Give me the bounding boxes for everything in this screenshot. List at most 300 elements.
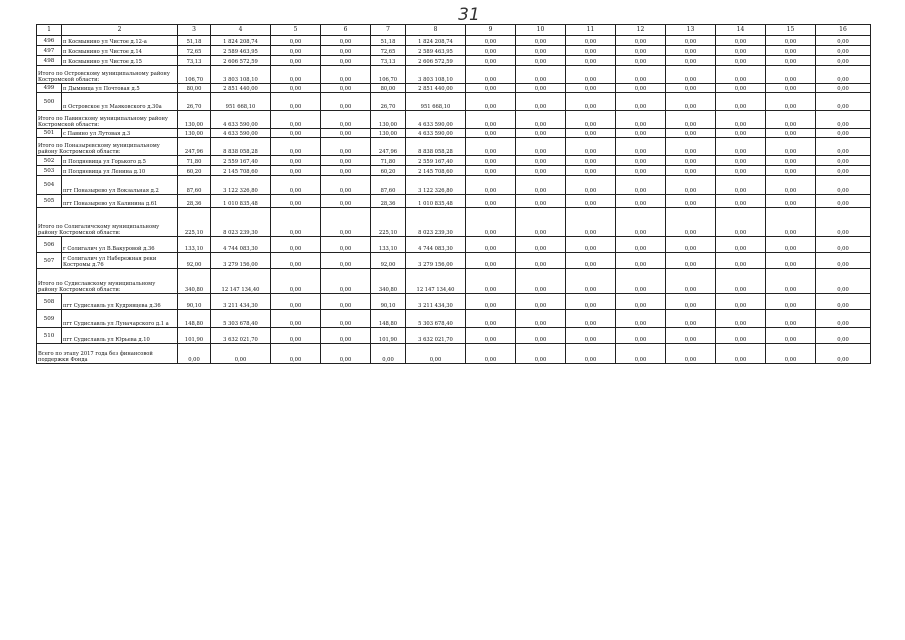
value-cell: 0,00 <box>816 156 871 166</box>
value-cell: 0,00 <box>271 93 321 111</box>
value-cell: 951 668,10 <box>406 93 466 111</box>
value-cell: 0,00 <box>271 294 321 310</box>
value-cell: 0,00 <box>321 328 371 344</box>
value-cell: 0,00 <box>321 237 371 253</box>
address-cell: пгт Поназырево ул Калинина д.61 <box>62 195 178 208</box>
table-row <box>37 269 871 294</box>
row-number: 508 <box>37 294 62 310</box>
row-number: 501 <box>37 129 62 138</box>
value-cell: 0,00 <box>766 166 816 176</box>
value-cell: 4 633 590,00 <box>406 129 466 138</box>
value-cell: 0,00 <box>816 66 871 84</box>
value-cell: 0,00 <box>321 269 371 294</box>
value-cell: 225,10 <box>178 208 211 237</box>
value-cell: 0,00 <box>466 294 516 310</box>
value-cell: 0,00 <box>816 129 871 138</box>
table-row <box>37 66 871 84</box>
value-cell: 0,00 <box>716 176 766 195</box>
value-cell: 0,00 <box>816 111 871 129</box>
value-cell: 225,10 <box>371 208 406 237</box>
value-cell: 3 279 156,00 <box>406 253 466 269</box>
value-cell: 0,00 <box>666 328 716 344</box>
value-cell: 0,00 <box>566 344 616 364</box>
value-cell: 0,00 <box>666 84 716 93</box>
value-cell: 28,36 <box>371 195 406 208</box>
value-cell: 0,00 <box>816 36 871 46</box>
value-cell: 0,00 <box>466 344 516 364</box>
value-cell: 0,00 <box>766 208 816 237</box>
value-cell: 0,00 <box>566 66 616 84</box>
value-cell: 60,20 <box>371 166 406 176</box>
table-body <box>37 25 871 364</box>
value-cell: 2 589 463,95 <box>406 46 466 56</box>
value-cell: 5 303 678,40 <box>211 310 271 328</box>
column-header: 3 <box>178 25 211 36</box>
value-cell: 0,00 <box>516 156 566 166</box>
value-cell: 4 633 590,00 <box>406 111 466 129</box>
value-cell: 0,00 <box>716 328 766 344</box>
value-cell: 0,00 <box>516 166 566 176</box>
value-cell: 0,00 <box>766 310 816 328</box>
value-cell: 2 851 440,00 <box>406 84 466 93</box>
value-cell: 0,00 <box>516 129 566 138</box>
column-header: 12 <box>616 25 666 36</box>
column-header: 6 <box>321 25 371 36</box>
value-cell: 3 279 156,00 <box>211 253 271 269</box>
row-number: 502 <box>37 156 62 166</box>
value-cell: 0,00 <box>616 66 666 84</box>
column-header: 11 <box>566 25 616 36</box>
value-cell: 0,00 <box>271 328 321 344</box>
value-cell: 12 147 134,40 <box>406 269 466 294</box>
row-number: 509 <box>37 310 62 328</box>
value-cell: 0,00 <box>321 66 371 84</box>
page-number: 31 <box>458 5 480 25</box>
value-cell: 0,00 <box>716 269 766 294</box>
value-cell: 0,00 <box>516 195 566 208</box>
address-cell: с Павино ул Лутовая д.3 <box>62 129 178 138</box>
value-cell: 51,18 <box>178 36 211 46</box>
value-cell: 0,00 <box>616 208 666 237</box>
value-cell: 0,00 <box>716 156 766 166</box>
value-cell: 90,10 <box>371 294 406 310</box>
value-cell: 92,00 <box>178 253 211 269</box>
column-header: 8 <box>406 25 466 36</box>
table-row <box>37 237 871 253</box>
value-cell: 0,00 <box>816 176 871 195</box>
value-cell: 0,00 <box>616 166 666 176</box>
value-cell: 340,80 <box>371 269 406 294</box>
value-cell: 0,00 <box>566 84 616 93</box>
value-cell: 0,00 <box>816 294 871 310</box>
table-row <box>37 294 871 310</box>
column-header: 16 <box>816 25 871 36</box>
row-number: 498 <box>37 56 62 66</box>
value-cell: 0,00 <box>321 93 371 111</box>
value-cell: 0,00 <box>666 46 716 56</box>
value-cell: 0,00 <box>516 84 566 93</box>
value-cell: 0,00 <box>616 328 666 344</box>
value-cell: 0,00 <box>816 56 871 66</box>
value-cell: 87,60 <box>371 176 406 195</box>
value-cell: 0,00 <box>816 195 871 208</box>
value-cell: 0,00 <box>716 129 766 138</box>
value-cell: 0,00 <box>666 344 716 364</box>
value-cell: 8 838 058,28 <box>406 138 466 156</box>
value-cell: 0,00 <box>666 138 716 156</box>
value-cell: 0,00 <box>566 138 616 156</box>
address-cell: п Полдневица ул Горького д.5 <box>62 156 178 166</box>
value-cell: 0,00 <box>371 344 406 364</box>
value-cell: 0,00 <box>321 156 371 166</box>
value-cell: 0,00 <box>271 344 321 364</box>
value-cell: 0,00 <box>716 138 766 156</box>
value-cell: 60,20 <box>178 166 211 176</box>
value-cell: 0,00 <box>716 294 766 310</box>
value-cell: 0,00 <box>566 310 616 328</box>
address-cell: пгт Судиславль ул Юрьева д.10 <box>62 328 178 344</box>
value-cell: 8 838 058,28 <box>211 138 271 156</box>
value-cell: 0,00 <box>271 269 321 294</box>
value-cell: 0,00 <box>716 195 766 208</box>
value-cell: 8 023 239,30 <box>406 208 466 237</box>
table-row <box>37 93 871 111</box>
value-cell: 0,00 <box>716 111 766 129</box>
value-cell: 0,00 <box>516 36 566 46</box>
value-cell: 0,00 <box>516 328 566 344</box>
table-row <box>37 56 871 66</box>
value-cell: 0,00 <box>666 253 716 269</box>
data-table <box>36 24 871 364</box>
value-cell: 0,00 <box>666 111 716 129</box>
table-row <box>37 36 871 46</box>
value-cell: 0,00 <box>766 84 816 93</box>
value-cell: 0,00 <box>666 66 716 84</box>
value-cell: 0,00 <box>716 46 766 56</box>
table-row <box>37 208 871 237</box>
value-cell: 0,00 <box>816 46 871 56</box>
value-cell: 0,00 <box>766 66 816 84</box>
column-header: 5 <box>271 25 321 36</box>
value-cell: 0,00 <box>566 111 616 129</box>
value-cell: 133,10 <box>178 237 211 253</box>
value-cell: 0,00 <box>271 46 321 56</box>
value-cell: 90,10 <box>178 294 211 310</box>
value-cell: 0,00 <box>666 156 716 166</box>
value-cell: 0,00 <box>566 129 616 138</box>
table-row <box>37 253 871 269</box>
value-cell: 0,00 <box>271 129 321 138</box>
value-cell: 247,96 <box>371 138 406 156</box>
value-cell: 0,00 <box>616 176 666 195</box>
value-cell: 0,00 <box>271 166 321 176</box>
value-cell: 0,00 <box>666 237 716 253</box>
value-cell: 101,90 <box>371 328 406 344</box>
value-cell: 0,00 <box>816 84 871 93</box>
subtotal-label: Итого по Островскому муниципальному району Костромской области: <box>37 66 178 84</box>
value-cell: 0,00 <box>516 176 566 195</box>
value-cell: 0,00 <box>271 195 321 208</box>
value-cell: 0,00 <box>466 208 516 237</box>
value-cell: 73,13 <box>371 56 406 66</box>
table-row <box>37 176 871 195</box>
address-cell: п Космынино ул Чистое д.12-а <box>62 36 178 46</box>
value-cell: 0,00 <box>321 253 371 269</box>
value-cell: 0,00 <box>321 344 371 364</box>
value-cell: 5 303 678,40 <box>406 310 466 328</box>
value-cell: 3 122 326,80 <box>406 176 466 195</box>
value-cell: 0,00 <box>321 36 371 46</box>
address-cell: пгт Поназырево ул Вокзальная д.2 <box>62 176 178 195</box>
value-cell: 0,00 <box>616 237 666 253</box>
column-header: 4 <box>211 25 271 36</box>
value-cell: 0,00 <box>716 56 766 66</box>
value-cell: 3 632 021,70 <box>406 328 466 344</box>
value-cell: 2 851 440,00 <box>211 84 271 93</box>
value-cell: 0,00 <box>766 195 816 208</box>
value-cell: 0,00 <box>271 253 321 269</box>
table-row <box>37 138 871 156</box>
value-cell: 0,00 <box>766 46 816 56</box>
value-cell: 1 824 208,74 <box>406 36 466 46</box>
value-cell: 0,00 <box>466 328 516 344</box>
value-cell: 92,00 <box>371 253 406 269</box>
value-cell: 3 122 326,80 <box>211 176 271 195</box>
value-cell: 0,00 <box>321 84 371 93</box>
value-cell: 0,00 <box>466 156 516 166</box>
value-cell: 0,00 <box>666 195 716 208</box>
value-cell: 0,00 <box>616 344 666 364</box>
value-cell: 80,00 <box>178 84 211 93</box>
value-cell: 0,00 <box>466 176 516 195</box>
value-cell: 0,00 <box>816 328 871 344</box>
value-cell: 0,00 <box>271 156 321 166</box>
value-cell: 0,00 <box>666 208 716 237</box>
value-cell: 71,80 <box>371 156 406 166</box>
value-cell: 0,00 <box>666 310 716 328</box>
value-cell: 0,00 <box>716 310 766 328</box>
value-cell: 0,00 <box>766 56 816 66</box>
column-header: 14 <box>716 25 766 36</box>
column-header: 10 <box>516 25 566 36</box>
value-cell: 0,00 <box>516 310 566 328</box>
column-header: 9 <box>466 25 516 36</box>
value-cell: 0,00 <box>616 195 666 208</box>
value-cell: 0,00 <box>466 46 516 56</box>
value-cell: 0,00 <box>516 138 566 156</box>
value-cell: 0,00 <box>716 36 766 46</box>
table-row <box>37 156 871 166</box>
value-cell: 0,00 <box>766 344 816 364</box>
value-cell: 1 010 835,48 <box>211 195 271 208</box>
value-cell: 0,00 <box>271 36 321 46</box>
value-cell: 0,00 <box>321 111 371 129</box>
value-cell: 0,00 <box>716 93 766 111</box>
value-cell: 0,00 <box>716 237 766 253</box>
value-cell: 0,00 <box>566 156 616 166</box>
value-cell: 0,00 <box>766 129 816 138</box>
value-cell: 0,00 <box>716 208 766 237</box>
value-cell: 0,00 <box>466 166 516 176</box>
value-cell: 0,00 <box>666 56 716 66</box>
row-number: 507 <box>37 253 62 269</box>
value-cell: 0,00 <box>816 253 871 269</box>
address-cell: п Дымница ул Почтовая д.5 <box>62 84 178 93</box>
value-cell: 0,00 <box>466 84 516 93</box>
row-number: 496 <box>37 36 62 46</box>
value-cell: 0,00 <box>766 111 816 129</box>
value-cell: 26,70 <box>371 93 406 111</box>
value-cell: 0,00 <box>271 84 321 93</box>
value-cell: 0,00 <box>816 166 871 176</box>
value-cell: 3 211 434,30 <box>211 294 271 310</box>
value-cell: 0,00 <box>766 253 816 269</box>
value-cell: 0,00 <box>321 46 371 56</box>
value-cell: 0,00 <box>516 344 566 364</box>
row-number: 503 <box>37 166 62 176</box>
value-cell: 4 744 083,30 <box>211 237 271 253</box>
value-cell: 130,00 <box>371 129 406 138</box>
value-cell: 0,00 <box>766 294 816 310</box>
value-cell: 0,00 <box>616 111 666 129</box>
value-cell: 0,00 <box>271 56 321 66</box>
address-cell: п Космынино ул Чистое д.14 <box>62 46 178 56</box>
value-cell: 0,00 <box>816 208 871 237</box>
value-cell: 4 633 590,00 <box>211 129 271 138</box>
value-cell: 0,00 <box>816 93 871 111</box>
value-cell: 0,00 <box>271 111 321 129</box>
value-cell: 0,00 <box>616 138 666 156</box>
value-cell: 0,00 <box>716 66 766 84</box>
value-cell: 0,00 <box>816 310 871 328</box>
value-cell: 0,00 <box>566 237 616 253</box>
value-cell: 0,00 <box>566 253 616 269</box>
value-cell: 0,00 <box>666 93 716 111</box>
value-cell: 4 633 590,00 <box>211 111 271 129</box>
value-cell: 0,00 <box>516 111 566 129</box>
value-cell: 0,00 <box>566 269 616 294</box>
value-cell: 0,00 <box>466 111 516 129</box>
value-cell: 0,00 <box>616 56 666 66</box>
value-cell: 0,00 <box>466 310 516 328</box>
value-cell: 0,00 <box>321 56 371 66</box>
value-cell: 73,13 <box>178 56 211 66</box>
value-cell: 0,00 <box>466 195 516 208</box>
value-cell: 0,00 <box>271 208 321 237</box>
value-cell: 0,00 <box>321 208 371 237</box>
value-cell: 0,00 <box>816 237 871 253</box>
value-cell: 0,00 <box>321 176 371 195</box>
value-cell: 106,70 <box>178 66 211 84</box>
value-cell: 0,00 <box>566 166 616 176</box>
subtotal-label: Итого по Судиславскому муниципальному району Костромской области: <box>37 269 178 294</box>
value-cell: 8 023 239,30 <box>211 208 271 237</box>
value-cell: 2 589 463,95 <box>211 46 271 56</box>
value-cell: 0,00 <box>516 269 566 294</box>
value-cell: 0,00 <box>666 294 716 310</box>
value-cell: 0,00 <box>616 84 666 93</box>
value-cell: 72,65 <box>178 46 211 56</box>
value-cell: 0,00 <box>616 269 666 294</box>
column-header: 15 <box>766 25 816 36</box>
value-cell: 951 668,10 <box>211 93 271 111</box>
value-cell: 2 145 708,60 <box>406 166 466 176</box>
value-cell: 0,00 <box>211 344 271 364</box>
table-row <box>37 46 871 56</box>
value-cell: 0,00 <box>321 195 371 208</box>
column-header: 7 <box>371 25 406 36</box>
value-cell: 0,00 <box>716 253 766 269</box>
row-number: 505 <box>37 195 62 208</box>
address-cell: пгт Судиславль ул Луначарского д.1 а <box>62 310 178 328</box>
address-cell: п Полдневица ул Ленина д.10 <box>62 166 178 176</box>
value-cell: 87,60 <box>178 176 211 195</box>
value-cell: 12 147 134,40 <box>211 269 271 294</box>
value-cell: 3 211 434,30 <box>406 294 466 310</box>
column-header: 1 <box>37 25 62 36</box>
value-cell: 2 606 572,59 <box>211 56 271 66</box>
value-cell: 0,00 <box>321 294 371 310</box>
row-number: 500 <box>37 93 62 111</box>
value-cell: 28,36 <box>178 195 211 208</box>
value-cell: 0,00 <box>816 269 871 294</box>
column-number-row <box>37 25 871 36</box>
value-cell: 0,00 <box>766 138 816 156</box>
value-cell: 0,00 <box>566 36 616 46</box>
value-cell: 0,00 <box>566 294 616 310</box>
row-number: 504 <box>37 176 62 195</box>
value-cell: 0,00 <box>271 66 321 84</box>
value-cell: 0,00 <box>766 328 816 344</box>
value-cell: 0,00 <box>716 84 766 93</box>
value-cell: 0,00 <box>766 93 816 111</box>
value-cell: 0,00 <box>271 176 321 195</box>
value-cell: 3 632 021,70 <box>211 328 271 344</box>
value-cell: 0,00 <box>516 66 566 84</box>
value-cell: 0,00 <box>566 176 616 195</box>
value-cell: 0,00 <box>566 195 616 208</box>
value-cell: 0,00 <box>516 253 566 269</box>
value-cell: 71,80 <box>178 156 211 166</box>
value-cell: 0,00 <box>466 138 516 156</box>
value-cell: 2 145 708,60 <box>211 166 271 176</box>
table-row <box>37 111 871 129</box>
value-cell: 0,00 <box>466 36 516 46</box>
value-cell: 130,00 <box>178 129 211 138</box>
value-cell: 2 559 167,40 <box>406 156 466 166</box>
value-cell: 0,00 <box>766 176 816 195</box>
value-cell: 0,00 <box>816 344 871 364</box>
value-cell: 0,00 <box>466 129 516 138</box>
value-cell: 0,00 <box>616 310 666 328</box>
row-number: 506 <box>37 237 62 253</box>
value-cell: 148,80 <box>178 310 211 328</box>
value-cell: 72,65 <box>371 46 406 56</box>
value-cell: 0,00 <box>466 56 516 66</box>
value-cell: 0,00 <box>566 56 616 66</box>
table-row <box>37 129 871 138</box>
value-cell: 133,10 <box>371 237 406 253</box>
value-cell: 106,70 <box>371 66 406 84</box>
address-cell: пгт Судиславль ул Кудрявцева д.36 <box>62 294 178 310</box>
value-cell: 0,00 <box>321 138 371 156</box>
value-cell: 0,00 <box>666 36 716 46</box>
value-cell: 247,96 <box>178 138 211 156</box>
value-cell: 0,00 <box>271 310 321 328</box>
value-cell: 0,00 <box>616 46 666 56</box>
value-cell: 2 606 572,59 <box>406 56 466 66</box>
value-cell: 0,00 <box>666 166 716 176</box>
